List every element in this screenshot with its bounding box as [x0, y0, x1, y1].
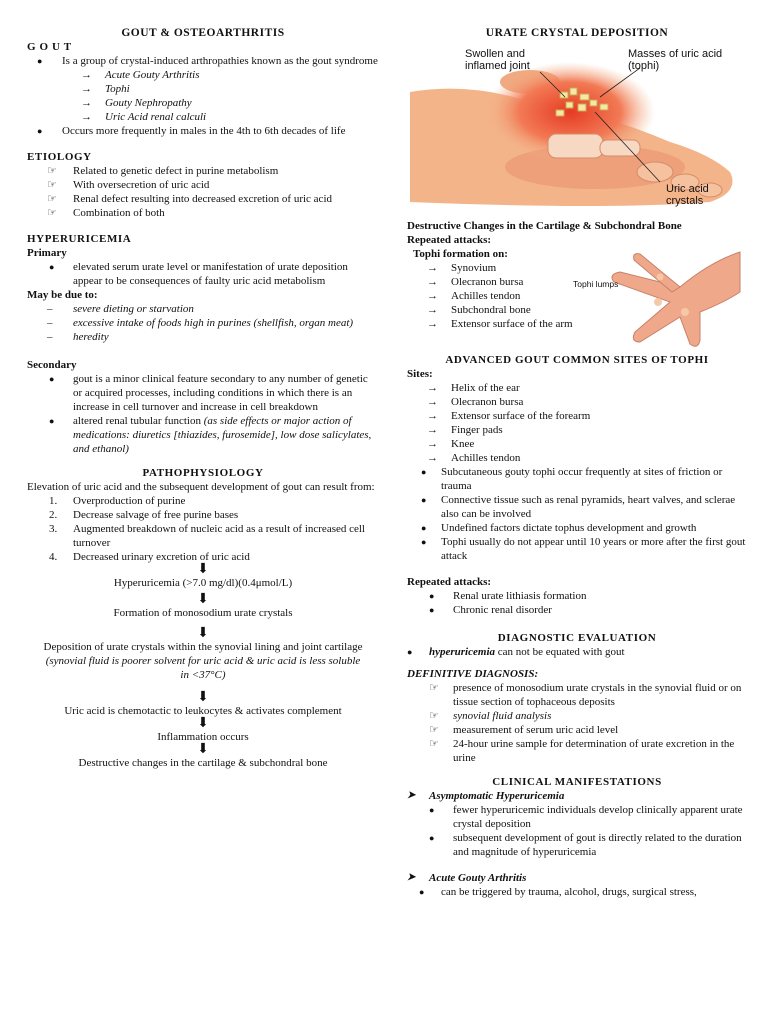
acute-list: [407, 885, 747, 899]
left-column: [27, 40, 379, 770]
repeated-item: ● Renal urate lithiasis formation: [429, 590, 587, 602]
primary-label: Primary: [27, 247, 67, 259]
definitive-item: ☞ 24-hour urine sample for determination of urate excretion in the urine: [429, 738, 735, 764]
secondary-label: Secondary: [27, 359, 77, 371]
secondary-item-2: ● altered renal tubular function (as side effects or major action of medications: diuretics [thiazides, furosemide], low dose salicylates, and ethanol): [49, 415, 372, 455]
due-item: – heredity: [47, 331, 109, 343]
etiology-item: ☞ With oversecretion of uric acid: [47, 179, 210, 191]
patho-item: 1. Overproduction of purine: [49, 495, 186, 507]
flow-note: (synovial fluid is poorer solvent for uric acid & uric acid is less soluble in <37°C): [45, 655, 361, 681]
syndrome-item: → Acute Gouty Arthritis: [81, 69, 200, 81]
hyperuricemia-heading: HYPERURICEMIA: [27, 233, 132, 245]
repeated-label: Repeated attacks:: [407, 234, 492, 246]
tophi-site: → Extensor surface of the arm: [427, 318, 573, 330]
destructive-heading: Destructive Changes in the Cartilage & Subchondral Bone: [407, 220, 682, 232]
flow-step: Uric acid is chemotactic to leukocytes & activates complement: [64, 705, 342, 717]
repeated-item: ● Chronic renal disorder: [429, 604, 552, 616]
site-item: → Helix of the ear: [427, 382, 520, 394]
primary-text: ● elevated serum urate level or manifestation of urate deposition appear to be consequences of faulty uric acid metabolism: [49, 261, 348, 287]
etiology-item: ☞ Related to genetic defect in purine metabolism: [47, 165, 279, 177]
syndrome-item: → Uric Acid renal calculi: [81, 111, 207, 123]
patho-intro: Elevation of uric acid and the subsequent development of gout can result from:: [27, 481, 375, 493]
due-item: – excessive intake of foods high in purines (shellfish, organ meat): [47, 317, 354, 329]
right-column: [407, 219, 747, 899]
due-list: [27, 302, 379, 344]
site-item: → Achilles tendon: [427, 452, 521, 464]
patho-item: 2. Decrease salvage of free purine bases: [49, 509, 239, 521]
definitive-label: DEFINITIVE DIAGNOSIS:: [407, 668, 539, 680]
gout-bullet-2: ● Occurs more frequently in males in the 4th to 6th decades of life: [37, 125, 346, 137]
etiology-list: [27, 164, 379, 220]
diagnostic-heading: DIAGNOSTIC EVALUATION: [497, 632, 657, 644]
tophi-site: → Synovium: [427, 262, 497, 274]
etiology-item: ☞ Combination of both: [47, 207, 165, 219]
tophi-lumps-label: Tophi lumps: [573, 279, 619, 289]
pathophysiology-heading: PATHOPHYSIOLOGY: [142, 467, 264, 479]
gout-bullet-1: ● Is a group of crystal-induced arthropathies known as the gout syndrome: [37, 55, 378, 67]
repeated-attacks-label: Repeated attacks:: [407, 576, 492, 588]
asym-item: ● subsequent development of gout is directly related to the duration and magnitude of hyperuricemia: [429, 832, 742, 858]
sites-label: Sites:: [407, 368, 433, 380]
patho-item: 3. Augmented breakdown of nucleic acid as a result of increased cell turnover: [49, 523, 365, 549]
left-title: GOUT & OSTEOARTHRITIS: [121, 27, 285, 39]
asym-item: ● fewer hyperuricemic individuals develop clinically apparent urate crystal deposition: [429, 804, 743, 830]
definitive-item: ☞ measurement of serum uric acid level: [429, 724, 619, 736]
flow-step: Deposition of urate crystals within the synovial lining and joint cartilage: [43, 641, 363, 653]
advanced-gout-heading: ADVANCED GOUT COMMON SITES OF TOPHI: [445, 354, 709, 366]
advanced-bullets: [407, 465, 747, 563]
site-item: → Finger pads: [427, 424, 503, 436]
flow-arrow-icon: ⬇: [197, 716, 209, 731]
flow-step: Hyperuricemia (>7.0 mg/dl)(0.4μmol/L): [113, 577, 293, 589]
asymptomatic-list: [407, 803, 747, 859]
patho-item: 4. Decreased urinary excretion of uric acid: [49, 551, 250, 563]
flow-arrow-icon: ⬇: [197, 742, 209, 757]
due-item: – severe dieting or starvation: [47, 303, 194, 315]
tophi-site: → Olecranon bursa: [427, 276, 524, 288]
adv-bullet: ● Undefined factors dictate tophus development and growth: [421, 522, 697, 534]
sites-list: [407, 381, 747, 465]
definitive-item: ☞ synovial fluid analysis: [429, 710, 552, 722]
flow-step: Destructive changes in the cartilage & subchondral bone: [78, 757, 328, 769]
site-item: → Olecranon bursa: [427, 396, 524, 408]
right-title: URATE CRYSTAL DEPOSITION: [485, 27, 669, 39]
swollen-joint-label: Swollen and inflamed joint: [465, 48, 530, 72]
tophi-masses-label: Masses of uric acid (tophi): [628, 48, 723, 72]
acute-item: ● can be triggered by trauma, alcohol, drugs, surgical stress,: [419, 886, 697, 898]
gout-heading: G O U T: [27, 41, 72, 53]
site-item: → Knee: [427, 438, 475, 450]
tophi-site: → Achilles tendon: [427, 290, 521, 302]
diag-bullet: ● hyperuricemia can not be equated with gout: [407, 646, 625, 658]
tophi-site-list: [407, 261, 591, 331]
site-item: → Extensor surface of the forearm: [427, 410, 591, 422]
etiology-heading: ETIOLOGY: [27, 151, 92, 163]
etiology-item: ☞ Renal defect resulting into decreased excretion of uric acid: [47, 193, 332, 205]
tophi-site: → Subchondral bone: [427, 304, 531, 316]
adv-bullet: ● Tophi usually do not appear until 10 years or more after the first gout attack: [421, 536, 746, 562]
tophi-on-label: Tophi formation on:: [413, 248, 508, 260]
flow-arrow-icon: ⬇: [197, 690, 209, 705]
flow-step: Formation of monosodium urate crystals: [113, 607, 293, 619]
definitive-list: [407, 681, 747, 765]
asymptomatic-label: ➤ Asymptomatic Hyperuricemia: [407, 790, 565, 802]
definitive-item: ☞ presence of monosodium urate crystals in the synovial fluid or on tissue section of tophaceous deposits: [429, 682, 742, 708]
clinical-heading: CLINICAL MANIFESTATIONS: [492, 776, 662, 788]
repeated-list: [407, 589, 747, 617]
adv-bullet: ● Subcutaneous gouty tophi occur frequently at sites of friction or trauma: [421, 466, 723, 492]
uric-crystals-label: Uric acid crystals: [666, 183, 709, 207]
flow-arrow-icon: ⬇: [197, 626, 209, 641]
patho-list: [27, 494, 379, 564]
flow-arrow-icon: ⬇: [197, 592, 209, 607]
syndrome-item: → Tophi: [81, 83, 130, 95]
acute-label: ➤ Acute Gouty Arthritis: [407, 872, 527, 884]
may-be-due-label: May be due to:: [27, 289, 98, 301]
flow-step: Inflammation occurs: [157, 731, 249, 743]
flow-arrow-icon: ⬇: [197, 562, 209, 577]
adv-bullet: ● Connective tissue such as renal pyramids, heart valves, and sclerae also can be involved: [421, 494, 736, 520]
gout-syndrome-list: [27, 68, 379, 124]
secondary-item-1: ● gout is a minor clinical feature secondary to any number of genetic or acquired processes, including conditions in which there is an increase in cell turnover and increase in cell breakdown: [49, 373, 368, 413]
syndrome-item: → Gouty Nephropathy: [81, 97, 192, 109]
